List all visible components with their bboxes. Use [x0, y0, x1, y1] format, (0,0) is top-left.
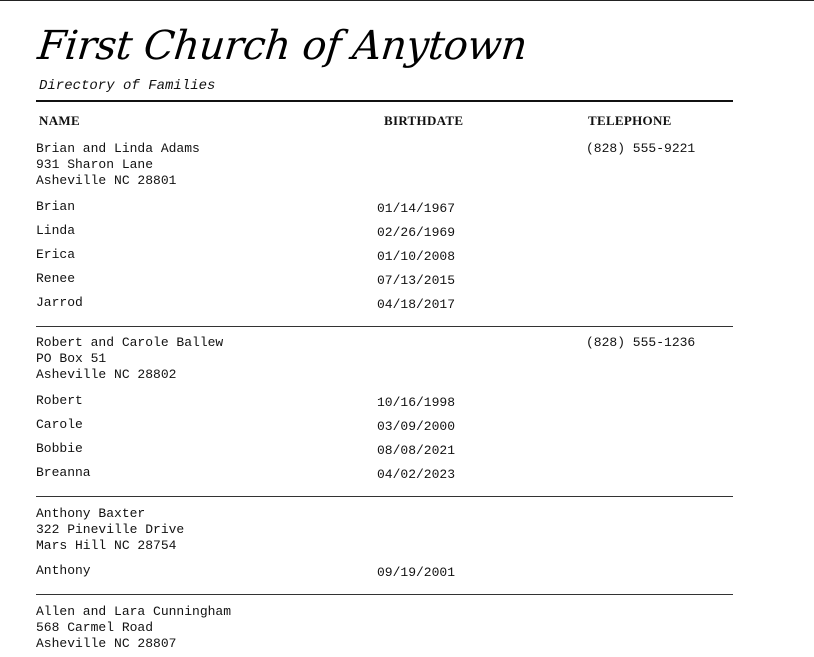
member-name: Robert — [36, 393, 83, 408]
street-address: PO Box 51 — [36, 351, 107, 366]
directory-subtitle: Directory of Families — [39, 78, 216, 94]
street-address: 322 Pineville Drive — [36, 522, 185, 537]
family-address-block — [36, 506, 184, 554]
member-name: Breanna — [36, 465, 91, 480]
member-birthdate: 01/10/2008 — [377, 249, 456, 264]
street-address: 931 Sharon Lane — [36, 157, 154, 172]
member-name: Linda — [36, 223, 76, 238]
family-telephone: (828) 555-1236 — [586, 335, 696, 350]
column-header-birthdate: BIRTHDATE — [384, 113, 464, 128]
member-row — [36, 563, 733, 581]
member-name: Erica — [36, 247, 76, 262]
member-birthdate: 09/19/2001 — [377, 565, 456, 580]
city-state-zip: Asheville NC 28801 — [36, 173, 177, 188]
member-row — [36, 271, 733, 289]
member-row — [36, 393, 733, 411]
column-header-name: NAME — [39, 113, 80, 128]
family-address-block — [36, 335, 223, 383]
member-birthdate: 03/09/2000 — [377, 419, 456, 434]
page-top-border — [0, 0, 814, 1]
household-name: Anthony Baxter — [36, 506, 146, 521]
member-name: Renee — [36, 271, 76, 286]
street-address: 568 Carmel Road — [36, 620, 154, 635]
city-state-zip: Asheville NC 28802 — [36, 367, 177, 382]
family-divider — [36, 496, 733, 497]
member-row — [36, 247, 733, 265]
member-row — [36, 441, 733, 459]
member-birthdate: 08/08/2021 — [377, 443, 456, 458]
family-address-block — [36, 141, 200, 189]
member-name: Jarrod — [36, 295, 83, 310]
member-birthdate: 04/02/2023 — [377, 467, 456, 482]
member-name: Brian — [36, 199, 76, 214]
member-row — [36, 465, 733, 483]
household-name: Allen and Lara Cunningham — [36, 604, 232, 619]
member-name: Bobbie — [36, 441, 83, 456]
member-birthdate: 10/16/1998 — [377, 395, 456, 410]
family-divider — [36, 594, 733, 595]
column-header-telephone: TELEPHONE — [588, 113, 672, 128]
member-row — [36, 295, 733, 313]
header-rule — [36, 100, 733, 102]
household-name: Brian and Linda Adams — [36, 141, 200, 156]
member-birthdate: 02/26/1969 — [377, 225, 456, 240]
family-divider — [36, 326, 733, 327]
member-name: Anthony — [36, 563, 91, 578]
family-address-block — [36, 604, 231, 652]
member-row — [36, 199, 733, 217]
church-title: First Church of Anytown — [35, 23, 530, 69]
member-row — [36, 417, 733, 435]
member-name: Carole — [36, 417, 83, 432]
member-birthdate: 07/13/2015 — [377, 273, 456, 288]
city-state-zip: Mars Hill NC 28754 — [36, 538, 177, 553]
member-row — [36, 223, 733, 241]
city-state-zip: Asheville NC 28807 — [36, 636, 177, 651]
household-name: Robert and Carole Ballew — [36, 335, 224, 350]
family-telephone: (828) 555-9221 — [586, 141, 696, 156]
member-birthdate: 04/18/2017 — [377, 297, 456, 312]
member-birthdate: 01/14/1967 — [377, 201, 456, 216]
column-headers — [36, 113, 733, 129]
